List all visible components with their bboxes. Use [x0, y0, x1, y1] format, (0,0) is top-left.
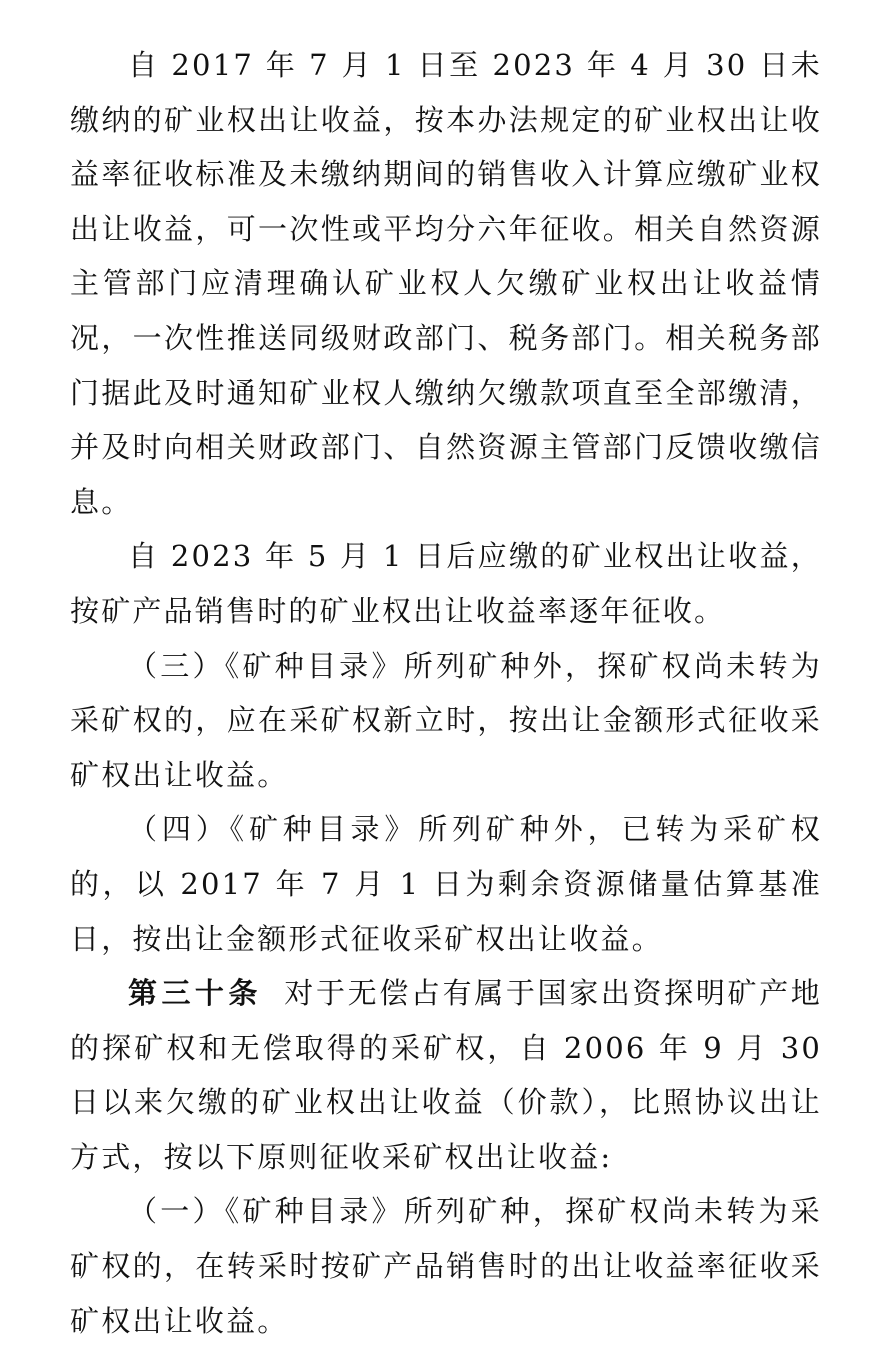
paragraph-unpaid-fees: 自 2017 年 7 月 1 日至 2023 年 4 月 30 日未缴纳的矿业权出让收益，按本办法规定的矿业权出让收益率征收标准及未缴纳期间的销售收入计算应缴矿业权出让收益，可一次性或平均分六年征收。相关自然资源主管部门应清理确认矿业权人欠缴矿业权出让收益情况，一次性推送同级财政部门、税务部门。相关税务部门据此及时通知矿业权人缴纳欠缴款项直至全部缴清，并及时向相关财政部门、自然资源主管部门反馈收缴信息。: [70, 48, 822, 519]
paragraph-item-one: （一）《矿种目录》所列矿种，探矿权尚未转为采矿权的，在转采时按矿产品销售时的出让收益率征收采矿权出让收益。: [70, 1194, 822, 1338]
paragraph-article-30: [70, 966, 822, 1184]
paragraph-item-three: （三）《矿种目录》所列矿种外，探矿权尚未转为采矿权的，应在采矿权新立时，按出让金额形式征收采矿权出让收益。: [70, 648, 822, 792]
article-heading: 第三十条: [128, 976, 262, 1011]
article-body: 对于无偿占有属于国家出资探明矿产地的探矿权和无偿取得的采矿权，自 2006 年 9 月 30 日以来欠缴的矿业权出让收益（价款），比照协议出让方式，按以下原则征收采矿权出让收益:: [70, 976, 822, 1174]
paragraph-after-2023: 自 2023 年 5 月 1 日后应缴的矿业权出让收益，按矿产品销售时的矿业权出让收益率逐年征收。: [70, 539, 822, 628]
paragraph-item-four: （四）《矿种目录》所列矿种外，已转为采矿权的，以 2017 年 7 月 1 日为剩余资源储量估算基准日，按出让金额形式征收采矿权出让收益。: [70, 812, 822, 956]
document-page: [70, 38, 822, 1348]
